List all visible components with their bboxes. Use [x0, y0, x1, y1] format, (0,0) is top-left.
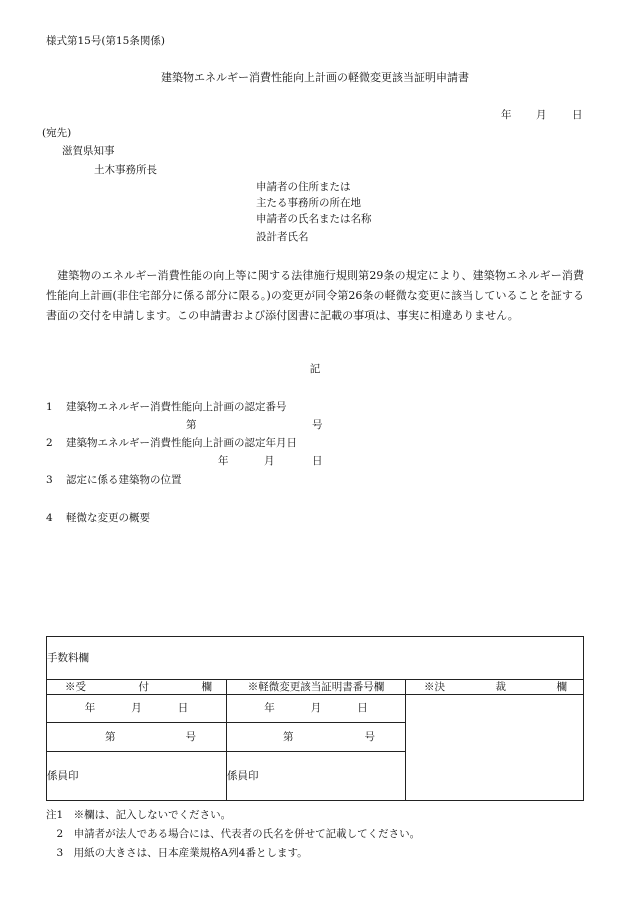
applicant-office-label: 主たる事務所の所在地	[256, 197, 361, 209]
cert-number-suffix: 号	[312, 419, 323, 431]
item-number: 1	[46, 401, 53, 413]
reception-header: ※受 付 欄	[47, 680, 227, 695]
reception-number-cell[interactable]: 第 号	[47, 723, 227, 752]
form-number: 様式第15号(第15条関係)	[46, 35, 165, 47]
addressee-office: 土木事務所長	[94, 164, 157, 176]
date-month: 月	[536, 109, 547, 121]
note-1: 注1 ※欄は、記入しないでください。	[46, 809, 232, 821]
item-label: 建築物エネルギー消費性能向上計画の認定年月日	[66, 437, 297, 449]
cert-date-day: 日	[312, 455, 323, 467]
item-label: 建築物エネルギー消費性能向上計画の認定番号	[66, 401, 287, 413]
addressee-label: (宛先)	[42, 127, 72, 139]
cert-date-year: 年	[218, 455, 229, 467]
note-2: 2 申請者が法人である場合には、代表者の氏名を併せて記載してください。	[46, 828, 421, 840]
cert-date-cell[interactable]: 年 月 日	[227, 695, 406, 723]
reception-date-cell[interactable]: 年 月 日	[47, 695, 227, 723]
approval-header: ※決 裁 欄	[406, 680, 584, 695]
item-number: 3	[46, 474, 53, 486]
page-title: 建築物エネルギー消費性能向上計画の軽微変更該当証明申請書	[161, 71, 469, 84]
addressee-governor: 滋賀県知事	[62, 145, 115, 157]
designer-name-label: 設計者氏名	[256, 231, 309, 243]
item-number: 2	[46, 437, 53, 449]
cert-number-prefix: 第	[186, 419, 197, 431]
reception-seal-cell[interactable]	[47, 752, 227, 801]
application-statement: 建築物のエネルギー消費性能の向上等に関する法律施行規則第29条の規定により、建築物エネルギー消費性能向上計画(非住宅部分に係る部分に限る。)の変更が同令第26条の軽微な変更に該当していることを証する書面の交付を申請します。この申請書および添付図書に記載の事項は、事実に相違ありません。	[46, 269, 584, 322]
item-label: 認定に係る建築物の位置	[66, 474, 182, 486]
notes	[46, 806, 420, 863]
ki-heading: 記	[309, 363, 321, 375]
applicant-address-label: 申請者の住所または	[256, 181, 351, 193]
date-year: 年	[501, 109, 512, 121]
cert-seal-cell[interactable]	[227, 752, 406, 801]
approval-cell[interactable]	[406, 695, 584, 801]
fee-table	[46, 636, 584, 801]
item-number: 4	[46, 512, 53, 524]
applicant-name-label: 申請者の氏名または名称	[256, 213, 372, 225]
fee-label: 手数料欄	[47, 651, 89, 664]
seal-label: 係員印	[227, 769, 259, 782]
note-3: 3 用紙の大きさは、日本産業規格A列4番とします。	[46, 847, 308, 859]
seal-label: 係員印	[47, 769, 79, 782]
cert-number-header: ※軽微変更該当証明書番号欄	[227, 680, 406, 695]
cert-number-cell[interactable]: 第 号	[227, 723, 406, 752]
date-day: 日	[572, 109, 583, 121]
item-label: 軽微な変更の概要	[66, 512, 150, 524]
cert-date-month: 月	[264, 455, 275, 467]
fee-cell[interactable]	[47, 637, 584, 680]
